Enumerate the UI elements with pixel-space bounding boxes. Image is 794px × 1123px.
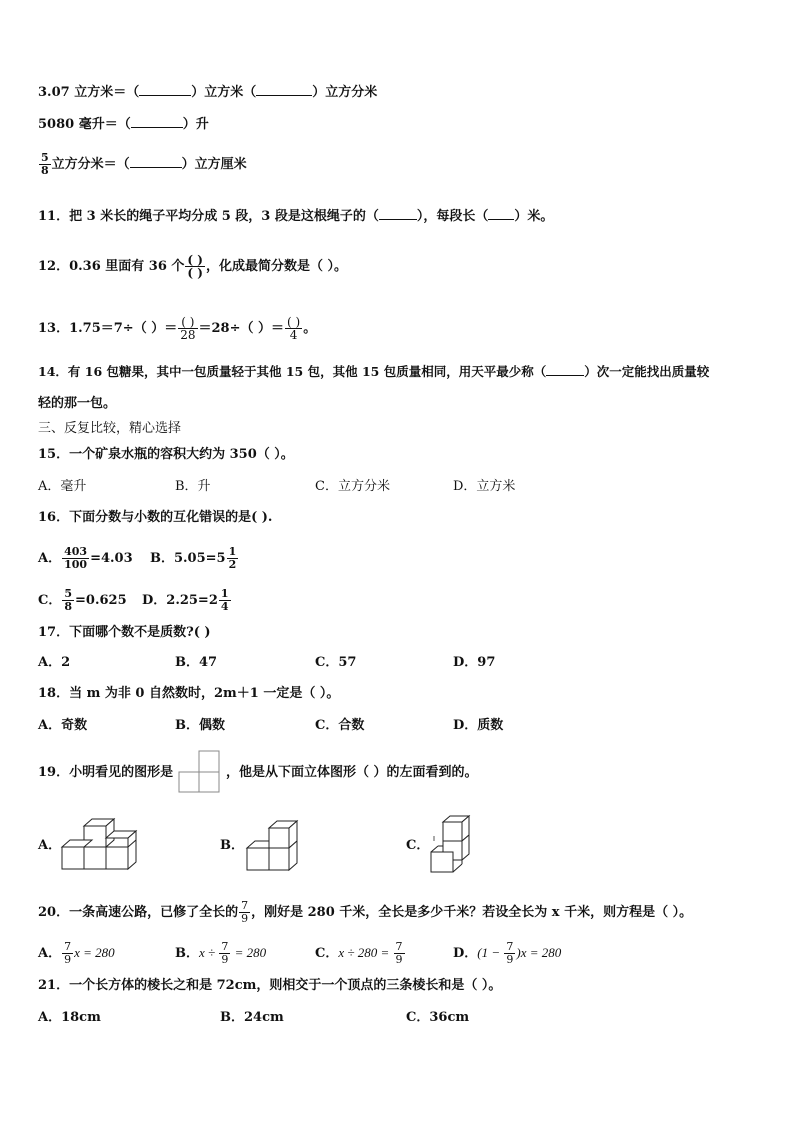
fraction-denominator: ( ) (187, 266, 203, 280)
fraction-numerator: 7 (395, 940, 403, 953)
fraction (178, 316, 197, 341)
option-label: C． (315, 946, 339, 961)
option-value: )x = 280 (516, 945, 562, 960)
q18-option-c[interactable]: C．合数 (315, 718, 365, 733)
fraction-denominator: 8 (41, 164, 49, 177)
fraction (62, 546, 89, 571)
fraction (394, 941, 405, 966)
fraction-numerator: 7 (506, 940, 514, 953)
option-label: A． (38, 946, 62, 961)
fraction (62, 588, 74, 613)
fraction (39, 152, 51, 177)
q17-option-b[interactable]: B．47 (175, 655, 218, 670)
q21-option-c[interactable]: C．36cm (406, 1010, 470, 1025)
fraction (504, 941, 515, 966)
option-label: A． (38, 551, 62, 566)
fill-line-1-part-b: ）立方米（ (191, 85, 257, 100)
q13-part-c: 。 (303, 321, 317, 336)
q12-part-a: 12．0.36 里面有 36 个 (38, 259, 185, 274)
q16-option-b[interactable] (150, 546, 239, 571)
question-18-stem (38, 686, 339, 702)
fill-line-3-part-a: 立方分米＝（ (51, 157, 130, 172)
q21-option-b[interactable]: B．24cm (220, 1010, 284, 1025)
question-19-stem (38, 765, 173, 781)
q20-option-c[interactable] (315, 941, 406, 966)
fraction-denominator: 8 (64, 600, 73, 613)
cube-figure-c (431, 814, 475, 876)
fill-line-1 (38, 84, 377, 101)
cube-edge (431, 846, 438, 852)
q21-option-a[interactable]: A．18cm (38, 1010, 101, 1025)
cube-face (269, 828, 289, 848)
q16-option-c[interactable] (38, 588, 127, 613)
answer-blank[interactable] (256, 84, 312, 96)
q18-option-b[interactable]: B．偶数 (175, 718, 225, 733)
answer-blank[interactable] (131, 116, 183, 128)
q15-option-d[interactable]: D．立方米 (453, 479, 516, 494)
question-13 (38, 316, 316, 341)
option-value: = 280 (231, 945, 267, 960)
cube-face (106, 847, 128, 869)
q19-option-b[interactable]: B． (220, 838, 244, 853)
q11-part-c: ）米。 (514, 209, 554, 224)
fraction-numerator: 403 (64, 545, 88, 558)
question-15-stem (38, 447, 294, 463)
q19-part-a: 19．小明看见的图形是 (38, 765, 174, 780)
fill-line-3-part-b: ）立方厘米 (181, 157, 247, 172)
q17-stem-text: 17．下面哪个数不是质数?( ) (38, 625, 211, 640)
fraction-denominator: 9 (241, 912, 249, 925)
option-label: D．2.25=2 (142, 593, 218, 608)
q14-line-2-text: 轻的那一包。 (38, 396, 117, 411)
option-prefix: x ÷ (199, 945, 219, 960)
question-12 (38, 254, 347, 279)
q16-option-d[interactable] (142, 588, 232, 613)
q19-part-b: ，他是从下面立体图形（ ）的左面看到的。 (226, 765, 478, 780)
q11-part-a: 11．把 3 米长的绳子平均分成 5 段，3 段是这根绳子的（ (38, 209, 379, 224)
fraction-denominator: 9 (221, 953, 229, 966)
section-3-title: 三、反复比较，精心选择 (38, 421, 182, 436)
fraction-numerator: 5 (41, 151, 49, 164)
fraction-numerator: 7 (64, 940, 72, 953)
section-3-heading (38, 421, 181, 437)
q20-part-a: 20．一条高速公路，已修了全长的 (38, 905, 239, 920)
q15-stem-text: 15．一个矿泉水瓶的容积大约为 350（ ）。 (38, 447, 294, 462)
fill-line-2-part-b: ）升 (182, 117, 209, 132)
fraction (219, 588, 231, 613)
option-label: B． (175, 946, 199, 961)
fraction-numerator: ( ) (187, 253, 203, 267)
q15-option-b[interactable]: B．升 (175, 479, 211, 494)
cube-face (62, 847, 84, 869)
left-view-figure (178, 749, 222, 795)
answer-blank[interactable] (139, 84, 191, 96)
fraction-denominator: 28 (180, 328, 196, 342)
fill-line-2-part-a: 5080 毫升＝（ (38, 117, 131, 132)
fraction (219, 941, 230, 966)
fraction (285, 316, 302, 341)
fraction-numerator: 1 (220, 587, 229, 600)
question-21-stem (38, 978, 501, 994)
cube-face (247, 841, 269, 848)
fraction-denominator: 2 (228, 558, 237, 571)
option-prefix: x ÷ 280 = (338, 945, 393, 960)
fraction-denominator: 100 (64, 558, 88, 571)
option-label: B．5.05=5 (150, 551, 226, 566)
question-16-stem (38, 510, 272, 526)
option-value: x = 280 (74, 945, 115, 960)
fill-line-2 (38, 116, 209, 133)
q15-option-a[interactable]: A．毫升 (38, 479, 87, 494)
cube-face (431, 852, 453, 872)
q19-option-a[interactable]: A． (38, 838, 62, 853)
q14-part-b: ）次一定能找出质量较 (584, 364, 710, 379)
left-view-square-left (179, 772, 199, 792)
q13-part-a: 13．1.75＝7÷（ ）＝ (38, 321, 178, 336)
q17-option-d[interactable]: D．97 (453, 655, 496, 670)
option-label: D． (453, 946, 478, 961)
fraction-denominator: 9 (506, 953, 514, 966)
question-14-line-2 (38, 396, 116, 412)
option-value: =4.03 (90, 551, 133, 566)
left-view-square-top (199, 751, 219, 772)
q16-stem-text: 16．下面分数与小数的互化错误的是( ). (38, 510, 273, 525)
q18-option-d[interactable]: D．质数 (453, 718, 504, 733)
q17-option-c[interactable]: C．57 (315, 655, 357, 670)
q18-option-a[interactable]: A．奇数 (38, 718, 88, 733)
option-prefix: (1 − (477, 945, 504, 960)
fraction (227, 546, 239, 571)
fraction-denominator: 4 (289, 328, 298, 342)
option-value: =0.625 (75, 593, 127, 608)
fill-line-3 (38, 152, 247, 177)
q12-part-b: ，化成最简分数是（ ）。 (205, 259, 347, 274)
question-19-stem-rest (226, 765, 478, 781)
cube-face (247, 848, 269, 870)
cube-figure-a (62, 816, 142, 874)
fraction-denominator: 9 (64, 953, 72, 966)
question-17-stem (38, 625, 211, 641)
fraction (239, 900, 250, 925)
answer-blank[interactable] (488, 208, 514, 220)
fraction-denominator: 9 (395, 953, 403, 966)
question-20-stem (38, 900, 692, 925)
q20-option-a[interactable] (38, 941, 115, 966)
q13-part-b: ＝28÷（ ）＝ (198, 321, 285, 336)
fill-line-1-part-a: 3.07 立方米＝（ (38, 85, 140, 100)
fill-line-1-part-c: ）立方分米 (312, 85, 378, 100)
q15-option-c[interactable]: C．立方分米 (315, 479, 390, 494)
fraction-numerator: 7 (221, 940, 229, 953)
fraction (62, 941, 73, 966)
fraction-numerator: 7 (241, 899, 249, 912)
fraction-numerator: ( ) (287, 315, 301, 329)
q20-option-b[interactable] (175, 941, 266, 966)
q16-option-a[interactable] (38, 546, 133, 571)
cube-face (84, 847, 106, 869)
left-view-square-right (199, 772, 219, 792)
q11-part-b: ），每段长（ (416, 209, 489, 224)
answer-blank[interactable] (546, 364, 584, 376)
q17-option-a[interactable]: A．2 (38, 655, 71, 670)
q19-option-c[interactable]: C． (406, 838, 430, 853)
q14-part-a: 14．有 16 包糖果，其中一包质量轻于其他 15 包，其他 15 包质量相同，用天平最少称（ (38, 364, 547, 379)
fraction-numerator: 5 (64, 587, 73, 600)
q18-stem-text: 18．当 m 为非 0 自然数时，2m＋1 一定是（ ）。 (38, 686, 340, 701)
fraction-denominator: 4 (220, 600, 229, 613)
cube-face (443, 822, 462, 841)
fraction-numerator: ( ) (178, 316, 197, 329)
question-14-line-1 (38, 364, 709, 380)
question-11 (38, 208, 553, 225)
cube-edge (453, 864, 462, 872)
option-label: C． (38, 593, 62, 608)
q21-stem-text: 21．一个长方体的棱长之和是 72cm，则相交于一个顶点的三条棱长和是（ ）。 (38, 978, 502, 993)
q20-part-b: ，刚好是 280 千米，全长是多少千米？若设全长为 x 千米，则方程是（ ）。 (251, 905, 693, 920)
cube-figure-b (247, 820, 299, 874)
fraction (185, 254, 205, 279)
cube-face (269, 848, 289, 870)
fraction-numerator: 1 (228, 545, 237, 558)
answer-blank[interactable] (379, 208, 417, 220)
q20-option-d[interactable] (453, 941, 561, 966)
answer-blank[interactable] (130, 156, 182, 168)
